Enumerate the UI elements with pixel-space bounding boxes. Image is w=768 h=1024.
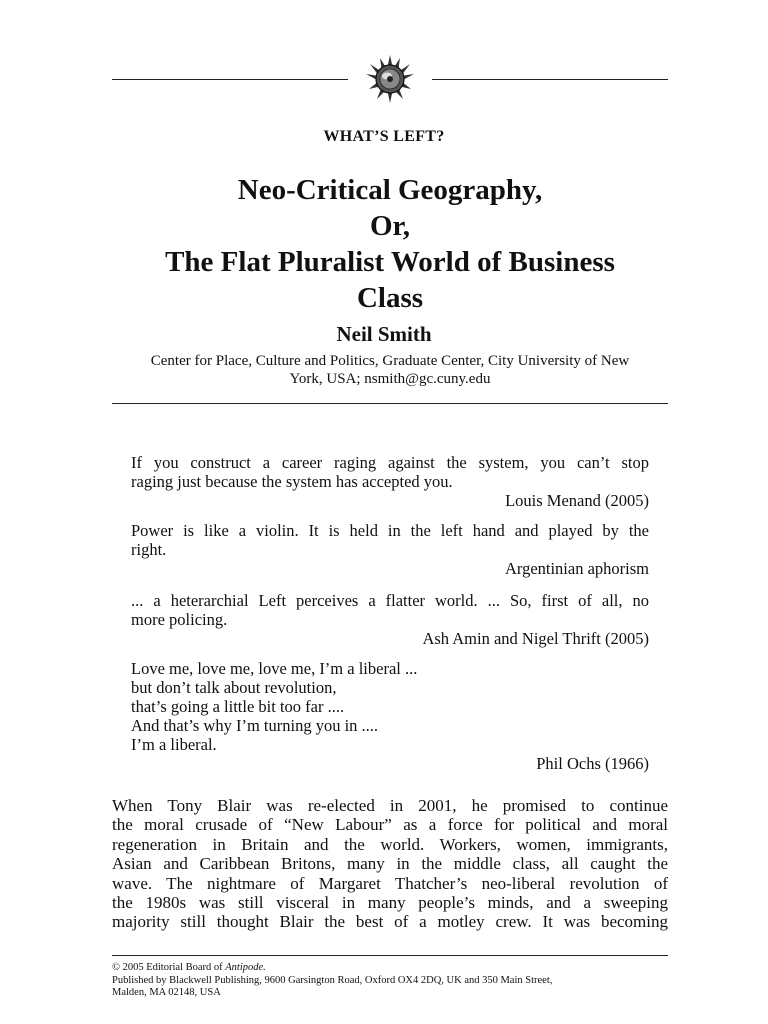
article-title	[100, 172, 680, 316]
epigraph-line: raging just because the system has accepted you.	[131, 472, 453, 491]
epigraph	[131, 453, 649, 510]
epigraph-line: ... a heterarchial Left perceives a flatter world. ... So, first of all, no	[131, 591, 649, 610]
header-ornament	[112, 54, 668, 104]
body-line: wave. The nightmare of Margaret Thatcher’s neo-liberal revolution of	[112, 873, 668, 893]
epigraph-line: that’s going a little bit too far ....	[131, 697, 345, 716]
epigraph-line: Love me, love me, love me, I’m a liberal ...	[131, 659, 418, 678]
epigraph-line: I’m a liberal.	[131, 735, 217, 754]
affiliation-line: York, USA; nsmith@gc.cuny.edu	[289, 371, 491, 387]
ornament-rule-left	[112, 79, 348, 80]
compass-rose-icon	[362, 54, 418, 104]
body-line: the moral crusade of “New Labour” as a force for political and moral	[112, 815, 668, 835]
publisher-line: Malden, MA 02148, USA	[112, 987, 221, 998]
epigraph	[131, 521, 649, 578]
epigraph-line: And that’s why I’m turning you in ....	[131, 716, 379, 735]
epigraph	[131, 659, 649, 773]
journal-name: Antipode.	[225, 962, 266, 973]
title-line: Or,	[369, 210, 411, 242]
epigraph-source: Ash Amin and Nigel Thrift (2005)	[422, 629, 649, 648]
copyright-text: © 2005 Editorial Board of	[112, 962, 226, 973]
epigraph-line: more policing.	[131, 610, 228, 629]
epigraph-line: but don’t talk about revolution,	[131, 678, 337, 697]
epigraph-source: Argentinian aphorism	[504, 559, 649, 578]
body-paragraph	[112, 796, 668, 932]
epigraph-source: Louis Menand (2005)	[505, 491, 649, 510]
publisher-line: Published by Blackwell Publishing, 9600 Garsington Road, Oxford OX4 2DQ, UK and 350 Main Street,	[112, 974, 553, 986]
body-line: When Tony Blair was re-elected in 2001, he promised to continue	[112, 796, 668, 815]
body-line: the 1980s was still visceral in many people’s minds, and a sweeping	[112, 893, 668, 913]
title-line: Class	[356, 282, 424, 314]
epigraph-line: right.	[131, 540, 167, 559]
footer-divider	[112, 955, 668, 956]
author-affiliation	[112, 352, 668, 388]
epigraph-line: Power is like a violin. It is held in the left hand and played by the	[131, 521, 649, 540]
ornament-rule-right	[432, 79, 668, 80]
body-line: regeneration in Britain and the world. Workers, women, immigrants,	[112, 834, 668, 854]
copyright-line	[112, 962, 668, 975]
body-line: Asian and Caribbean Britons, many in the middle class, all caught the	[112, 854, 668, 874]
header-divider	[112, 403, 668, 404]
title-line: Neo-Critical Geography,	[237, 174, 543, 206]
body-line: majority still thought Blair the best of a motley crew. It was becoming	[112, 912, 668, 932]
epigraph-line: If you construct a career raging against the system, you can’t stop	[131, 453, 649, 472]
title-line: The Flat Pluralist World of Business	[165, 246, 615, 278]
epigraph	[131, 591, 649, 648]
epigraph-source: Phil Ochs (1966)	[536, 754, 649, 773]
affiliation-line: Center for Place, Culture and Politics, Graduate Center, City University of New	[150, 353, 630, 369]
author-name: Neil Smith	[336, 322, 432, 346]
page-footer	[112, 962, 668, 1000]
section-label: WHAT’S LEFT?	[323, 128, 445, 145]
